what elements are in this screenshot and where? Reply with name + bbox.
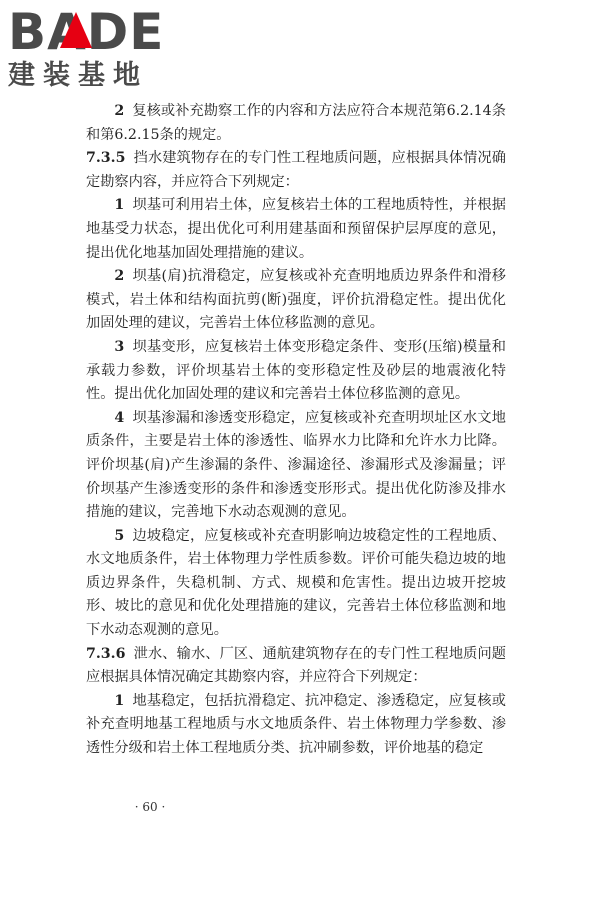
page-number: · 60 · — [134, 800, 166, 814]
paragraph-text: 坝基(肩)抗滑稳定，应复核或补充查明地质边界条件和滑移模式，岩土体和结构面抗剪(断)强度，评价抗滑稳定性。提出优化加固处理的建议，完善岩土体位移监测的意见。 — [86, 268, 506, 332]
paragraph — [86, 265, 506, 336]
paragraph — [86, 100, 506, 147]
clause-number: 7.3.6 — [86, 645, 126, 662]
paragraph-text: 地基稳定，包括抗滑稳定、抗冲稳定、渗透稳定，应复核或补充查明地基工程地质与水文地质条件、岩土体物理力学参数、渗透性分级和岩土体工程地质分类、抗冲刷参数，评价地基的稳定 — [86, 692, 506, 757]
paragraph-text: 坝基可利用岩土体，应复核岩土体的工程地质特性，并根据地基受力状态，提出优化可利用建基面和预留保护层厚度的意见，提出优化地基加固处理措施的建议。 — [86, 197, 506, 261]
paragraph — [86, 194, 506, 265]
item-number: 1 — [114, 197, 125, 214]
paragraph — [86, 525, 506, 643]
paragraph-text: 坝基变形，应复核岩土体变形稳定条件、变形(压缩)模量和承载力参数，评价坝基岩土体的变形稳定性及砂层的地震液化特性。提出优化加固处理的建议和完善岩土体位移监测的意见。 — [86, 338, 506, 403]
logo-red-triangle-icon — [60, 12, 92, 48]
bade-logo — [8, 3, 178, 98]
item-number: 2 — [114, 268, 125, 285]
item-number: 1 — [114, 692, 125, 709]
item-number: 4 — [114, 409, 125, 426]
paragraph — [86, 336, 506, 407]
item-number: 2 — [114, 103, 125, 119]
paragraph-text: 坝基渗漏和渗透变形稳定，应复核或补充查明坝址区水文地质条件，主要是岩土体的渗透性、临界水力比降和允许水力比降。评价坝基(肩)产生渗漏的条件、渗漏途径、渗漏形式及渗漏量；评价坝基产生渗透变形的条件和渗透变形形式。提出优化防渗及排水措施的建议，完善地下水动态观测的意见。 — [86, 409, 506, 521]
paragraph-text: 挡水建筑物存在的专门性工程地质问题，应根据具体情况确定勘察内容，并应符合下列规定： — [86, 150, 506, 190]
logo-wordmark: BADE — [8, 3, 165, 61]
item-number: 5 — [114, 527, 125, 544]
paragraph — [86, 690, 506, 761]
paragraph-text: 复核或补充勘察工作的内容和方法应符合本规范第6.2.14条和第6.2.15条的规定。 — [86, 103, 506, 143]
document-body — [86, 100, 506, 761]
item-number: 3 — [114, 338, 125, 355]
paragraph-text: 边坡稳定，应复核或补充查明影响边坡稳定性的工程地质、水文地质条件，岩土体物理力学性质参数。评价可能失稳边坡的地质边界条件，失稳机制、方式、规模和危害性。提出边坡开挖坡形、坡比的意见和优化处理措施的建议，完善岩土体位移监测和地下水动态观测的意见。 — [86, 527, 506, 639]
paragraph-text: 泄水、输水、厂区、通航建筑物存在的专门性工程地质问题应根据具体情况确定其勘察内容，并应符合下列规定： — [86, 645, 506, 686]
paragraph — [86, 407, 506, 525]
clause-heading — [86, 643, 506, 690]
logo-chinese-name: 建装基地 — [8, 60, 148, 91]
clause-number: 7.3.5 — [86, 150, 126, 167]
clause-heading — [86, 147, 506, 194]
